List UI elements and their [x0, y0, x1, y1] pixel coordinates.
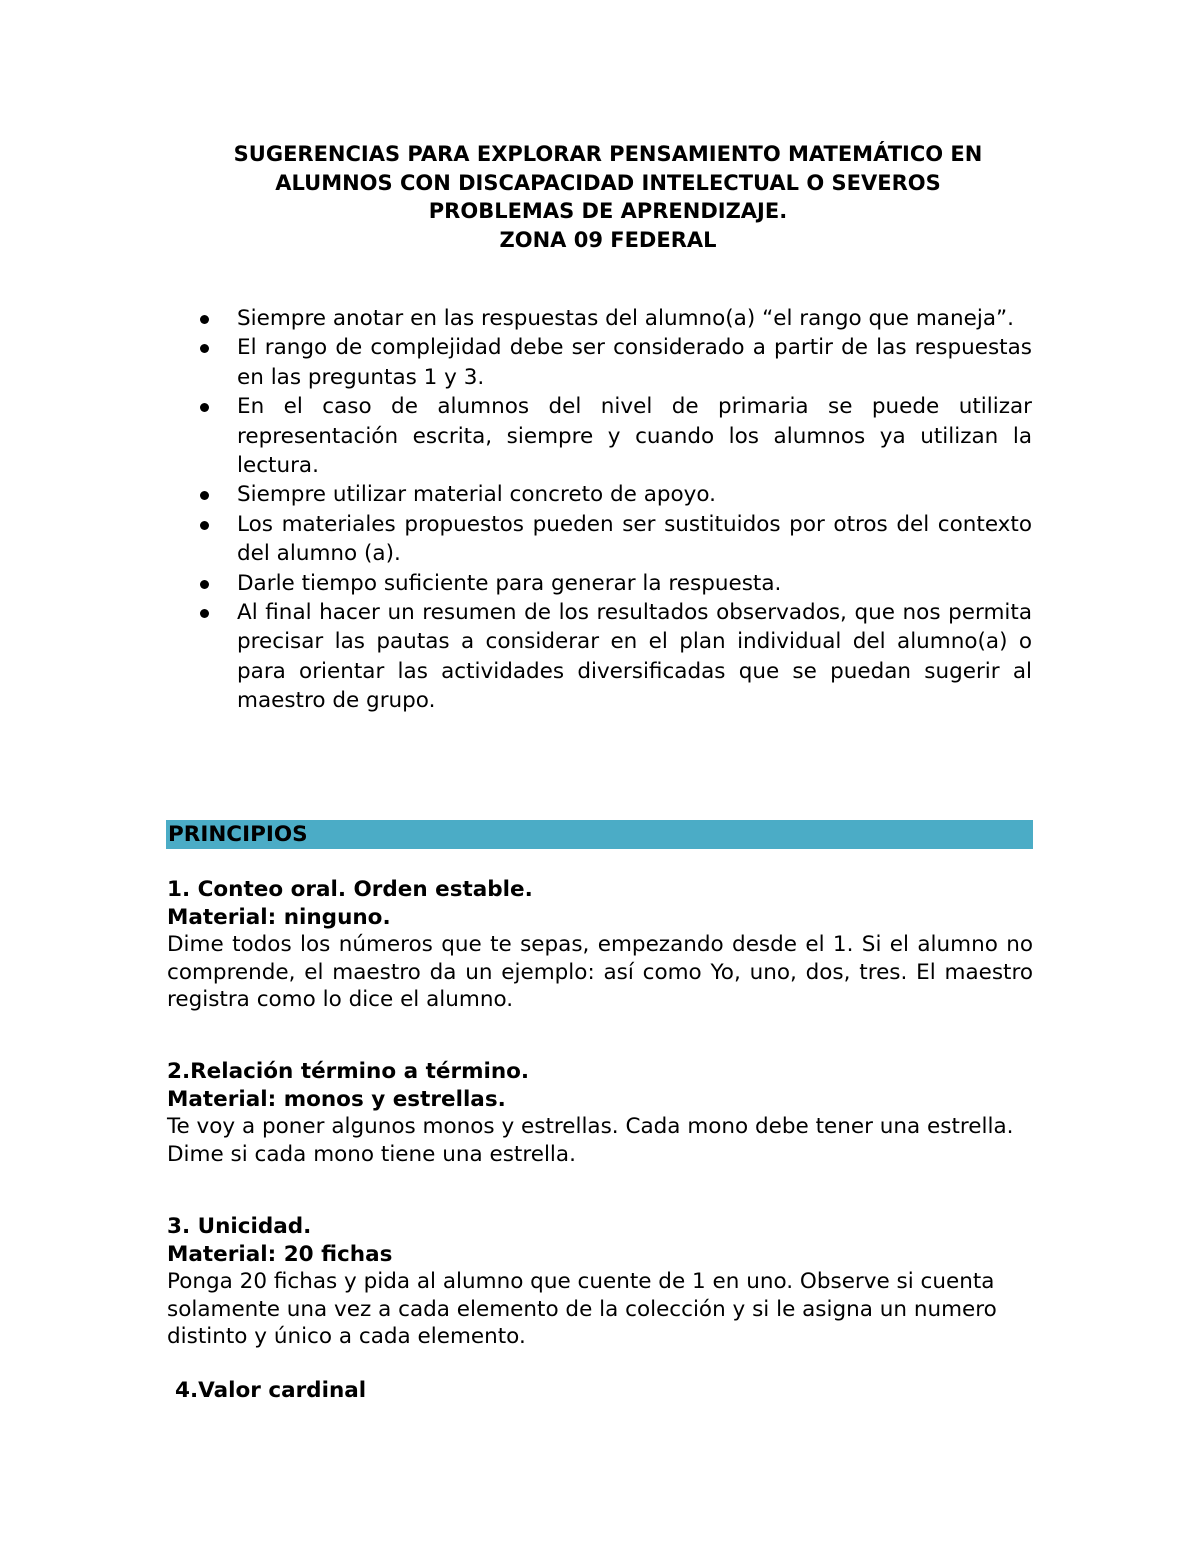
list-item: [196, 510, 1032, 569]
title-line: SUGERENCIAS PARA EXPLORAR PENSAMIENTO MATEMÁTICO EN: [233, 142, 983, 166]
principios-heading: PRINCIPIOS: [166, 820, 1033, 849]
bullet-icon: [200, 521, 209, 530]
bullet-icon: [200, 344, 209, 353]
title-line: PROBLEMAS DE APRENDIZAJE.: [428, 199, 788, 223]
bullet-icon: [200, 580, 209, 589]
section-conteo-oral: [167, 876, 1033, 1014]
section-title: 4.Valor cardinal: [175, 1378, 367, 1403]
list-item: [196, 333, 1032, 392]
section-title: 3. Unicidad.: [167, 1214, 312, 1239]
title-line: ALUMNOS CON DISCAPACIDAD INTELECTUAL O SEVEROS: [275, 170, 941, 195]
section-text: Dime todos los números que te sepas, empezando desde el 1. Si el alumno no comprende, el maestro da un ejemplo: así como Yo, uno, dos, tres. El maestro registra como lo dice el alumno.: [167, 932, 1033, 1012]
list-item-text: Darle tiempo suficiente para generar la respuesta.: [237, 570, 782, 596]
list-item: [196, 598, 1032, 716]
section-material: Material: 20 fichas: [167, 1241, 393, 1267]
list-item: [196, 304, 1032, 333]
section-material: Material: ninguno.: [167, 904, 391, 930]
section-text: Te voy a poner algunos monos y estrellas. Cada mono debe tener una estrella. Dime si cada mono tiene una estrella.: [167, 1114, 1014, 1167]
list-item-text: Los materiales propuestos pueden ser sustituidos por otros del contexto del alumno (a).: [237, 511, 1032, 567]
section-title: 2.Relación término a término.: [167, 1059, 530, 1084]
list-item-text: El rango de complejidad debe ser considerado a partir de las respuestas en las preguntas 1 y 3.: [237, 335, 1032, 390]
section-material: Material: monos y estrellas.: [167, 1086, 506, 1112]
list-item-text: Siempre utilizar material concreto de apoyo.: [237, 482, 717, 508]
list-item-text: Al final hacer un resumen de los resultados observados, que nos permita precisar las pautas a considerar en el plan individual del alumno(a) o para orientar las actividades diversificadas que se puedan sugerir al maestro de grupo.: [237, 600, 1032, 714]
list-item-text: Siempre anotar en las respuestas del alumno(a) “el rango que maneja”.: [237, 306, 1014, 331]
document-title: [140, 140, 1076, 254]
list-item-text: En el caso de alumnos del nivel de primaria se puede utilizar representación escrita, siempre y cuando los alumnos ya utilizan la lectura.: [237, 394, 1032, 479]
bullet-icon: [200, 491, 209, 500]
section-valor-cardinal: [175, 1377, 1041, 1405]
section-unicidad: [167, 1213, 1033, 1351]
list-item: [196, 392, 1032, 480]
section-relacion-termino: [167, 1058, 1033, 1168]
bullet-icon: [200, 609, 209, 618]
section-title: 1. Conteo oral. Orden estable.: [167, 877, 533, 902]
list-item: [196, 569, 1032, 598]
bullet-icon: [200, 403, 209, 412]
title-line: ZONA 09 FEDERAL: [499, 227, 717, 252]
list-item: [196, 480, 1032, 509]
suggestions-list: [196, 304, 1032, 716]
section-text: Ponga 20 fichas y pida al alumno que cuente de 1 en uno. Observe si cuenta solamente una vez a cada elemento de la colección y si le asigna un numero distinto y único a cada elemento.: [167, 1269, 997, 1349]
bullet-icon: [200, 315, 209, 324]
